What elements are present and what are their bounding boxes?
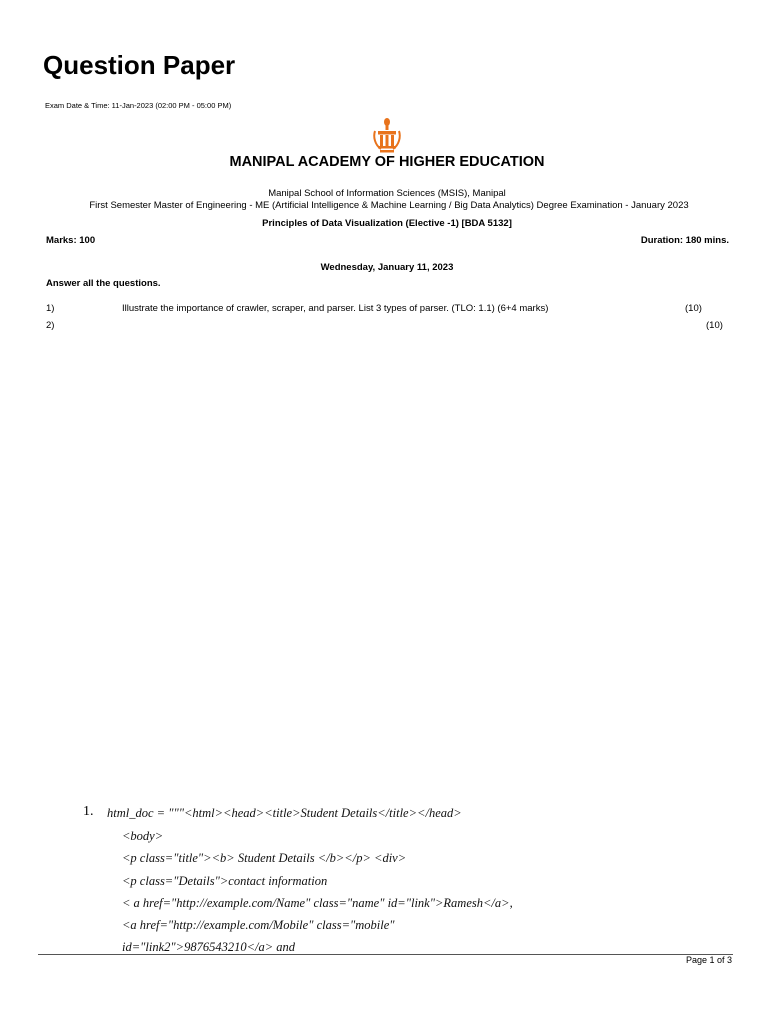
course-title: Principles of Data Visualization (Elective -1) [BDA 5132]: [262, 218, 512, 229]
code-line: id="link2">9876543210</a> and: [122, 940, 296, 954]
page-title: Question Paper: [43, 50, 236, 80]
code-line: <a href="http://example.com/Mobile" class="mobile": [122, 918, 395, 932]
degree-title: First Semester Master of Engineering - ME (Artificial Intelligence & Machine Learning / Big Data Analytics) Degree Examination - January 2023: [89, 200, 689, 211]
code-line: html_doc = """<html><head><title>Student Details</title></head>: [107, 806, 462, 820]
question-marks: (10): [706, 320, 723, 331]
code-line: <p class="title"><b> Student Details </b></p> <div>: [122, 851, 407, 865]
code-item-number: 1.: [83, 804, 94, 819]
institution-name: MANIPAL ACADEMY OF HIGHER EDUCATION: [229, 154, 545, 170]
code-line: <p class="Details">contact information: [122, 874, 328, 888]
question-text: Illustrate the importance of crawler, scraper, and parser. List 3 types of parser. (TLO: 1.1) (6+4 marks): [122, 303, 549, 314]
question-marks: (10): [685, 303, 702, 314]
duration: Duration: 180 mins.: [640, 235, 729, 246]
school-name: Manipal School of Information Sciences (MSIS), Manipal: [268, 188, 506, 199]
exam-date: Wednesday, January 11, 2023: [320, 262, 454, 273]
total-marks: Marks: 100: [46, 235, 96, 246]
code-line: < a href="http://example.com/Name" class="name" id="link">Ramesh</a>,: [122, 896, 513, 910]
exam-datetime: Exam Date & Time: 11-Jan-2023 (02:00 PM - 05:00 PM): [45, 101, 232, 110]
question-number: 2): [46, 320, 55, 331]
code-line: <body>: [122, 829, 164, 843]
instructions: Answer all the questions.: [46, 278, 161, 289]
page-number: Page 1 of 3: [685, 955, 732, 965]
footer-divider: [38, 954, 733, 955]
university-logo: [367, 117, 407, 157]
question-number: 1): [46, 303, 55, 314]
